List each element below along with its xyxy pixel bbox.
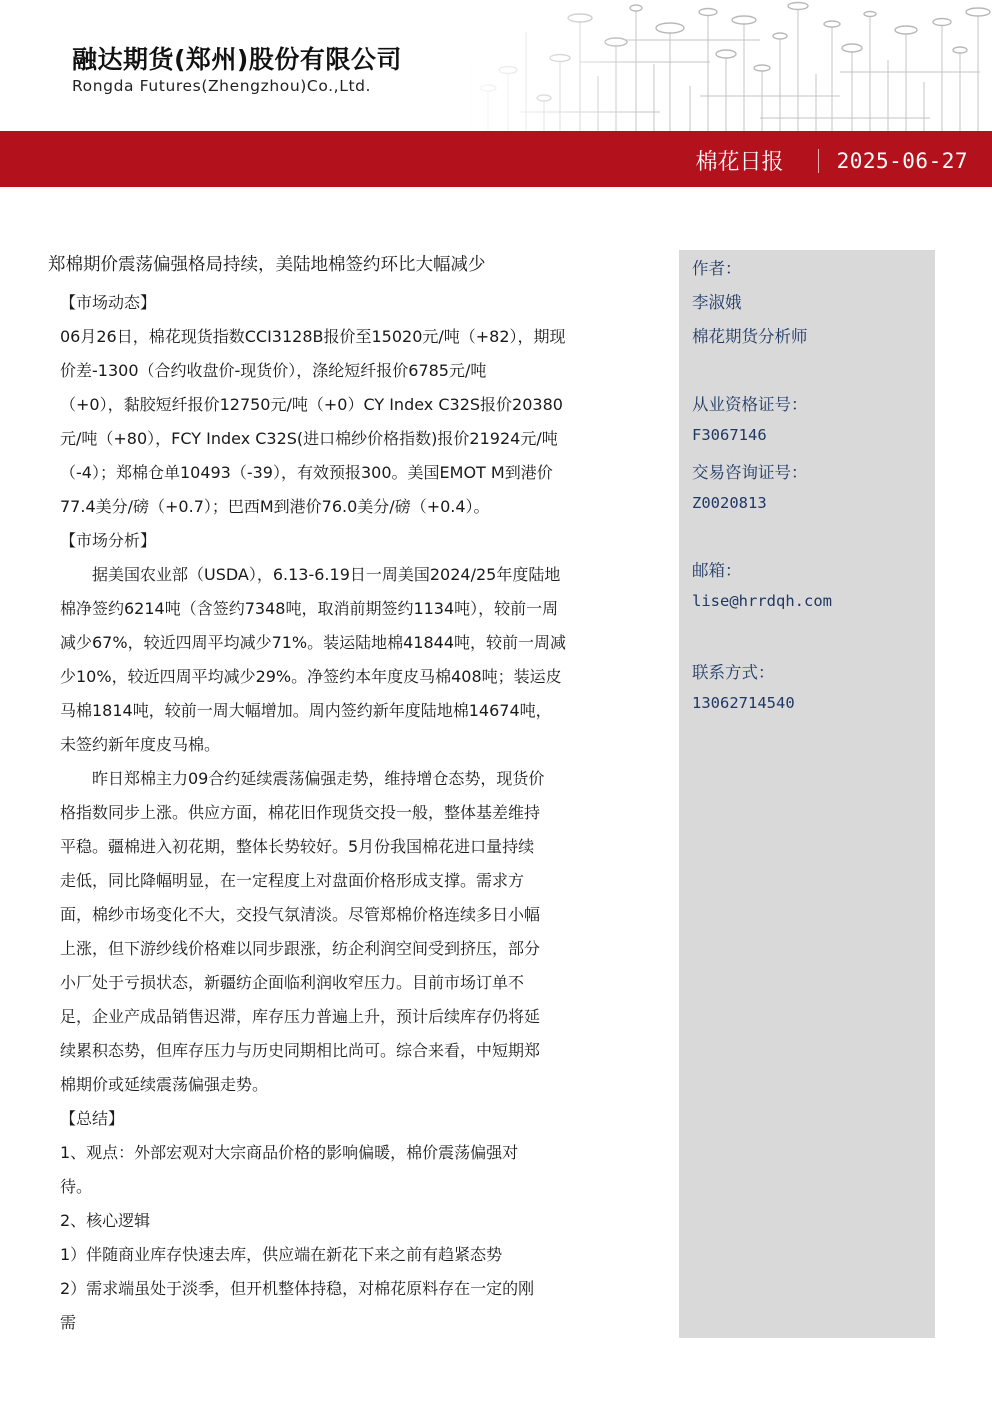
text-line: 2）需求端虽处于淡季，但开机整体持稳，对棉花原料存在一定的刚: [60, 1279, 535, 1298]
qualification-label: 从业资格证号：: [692, 395, 808, 414]
text-line: 需: [60, 1313, 77, 1332]
report-headline: 郑棉期价震荡偏强格局持续，美陆地棉签约环比大幅减少: [48, 255, 486, 275]
market-dynamics-paragraph: [48, 320, 633, 524]
text-line: 少10%，较近四周平均减少29%。净签约本年度皮马棉408吨；装运皮: [60, 667, 562, 686]
text-line: 上涨，但下游纱线价格难以同步跟涨，纺企利润空间受到挤压，部分: [60, 939, 541, 958]
summary-paragraph: [48, 1136, 633, 1340]
text-line: 元/吨（+80），FCY Index C32S(进口棉纱价格指数)报价21924元/吨: [60, 429, 558, 448]
text-line: 06月26日，棉花现货指数CCI3128B报价至15020元/吨（+82），期现: [60, 327, 566, 346]
consulting-number: Z0020813: [692, 494, 767, 512]
analysis-paragraph-market: [48, 762, 633, 1102]
contact-phone: 13062714540: [692, 694, 795, 712]
text-line: 2、核心逻辑: [60, 1211, 151, 1230]
company-name-cn: 融达期货(郑州)股份有限公司: [72, 45, 402, 74]
report-date: 2025-06-27: [836, 148, 968, 173]
text-line: 昨日郑棉主力09合约延续震荡偏强走势，维持增仓态势，现货价: [92, 769, 545, 788]
text-line: 据美国农业部（USDA），6.13-6.19日一周美国2024/25年度陆地: [92, 565, 561, 584]
text-line: 价差-1300（合约收盘价-现货价），涤纶短纤报价6785元/吨: [60, 361, 487, 380]
text-line: 棉净签约6214吨（含签约7348吨，取消前期签约1134吨），较前一周: [60, 599, 559, 618]
text-line: 平稳。疆棉进入初花期，整体长势较好。5月份我国棉花进口量持续: [60, 837, 535, 856]
section-heading-analysis: 【市场分析】: [60, 531, 157, 550]
consulting-label: 交易咨询证号：: [692, 463, 808, 482]
section-heading-summary: 【总结】: [60, 1109, 125, 1128]
text-line: 小厂处于亏损状态，新疆纺企面临利润收窄压力。目前市场订单不: [60, 973, 525, 992]
decorative-lines-graphic: [460, 0, 992, 132]
report-title-group: [696, 145, 968, 176]
text-line: 77.4美分/磅（+0.7）；巴西M到港价76.0美分/磅（+0.4）。: [60, 497, 490, 516]
text-line: 面，棉纱市场变化不大，交投气氛清淡。尽管郑棉价格连续多日小幅: [60, 905, 541, 924]
email-address[interactable]: lise@hrrdqh.com: [692, 592, 832, 610]
author-title: 棉花期货分析师: [692, 327, 808, 346]
text-line: 减少67%，较近四周平均减少71%。装运陆地棉41844吨，较前一周减: [60, 633, 567, 652]
section-heading-market: 【市场动态】: [60, 293, 157, 312]
text-line: （-4）；郑棉仓单10493（-39），有效预报300。美国EMOT M到港价: [60, 463, 553, 482]
contact-label: 联系方式：: [692, 663, 775, 682]
text-line: 1）伴随商业库存快速去库，供应端在新花下来之前有趋紧态势: [60, 1245, 503, 1264]
text-line: 待。: [60, 1177, 93, 1196]
title-separator: [818, 149, 819, 173]
text-line: 足，企业产成品销售迟滞，库存压力普遍上升，预计后续库存仍将延: [60, 1007, 541, 1026]
report-type: 棉花日报: [695, 150, 784, 175]
text-line: 格指数同步上涨。供应方面，棉花旧作现货交投一般，整体基差维持: [60, 803, 541, 822]
qualification-number: F3067146: [692, 426, 767, 444]
text-line: 棉期价或延续震荡偏强走势。: [60, 1075, 269, 1094]
email-label: 邮箱：: [692, 561, 742, 580]
author-name: 李淑娥: [692, 293, 742, 312]
analysis-paragraph-usda: [48, 558, 633, 762]
text-line: 未签约新年度皮马棉。: [60, 735, 221, 754]
text-line: 1、观点：外部宏观对大宗商品价格的影响偏暖，棉价震荡偏强对: [60, 1143, 519, 1162]
company-name-en: Rongda Futures(Zhengzhou)Co.,Ltd.: [72, 77, 372, 95]
report-header: [0, 0, 992, 132]
text-line: 续累积态势，但库存压力与历史同期相比尚可。综合来看，中短期郑: [60, 1041, 541, 1060]
text-line: 走低，同比降幅明显，在一定程度上对盘面价格形成支撑。需求方: [60, 871, 525, 890]
text-line: 马棉1814吨，较前一周大幅增加。周内签约新年度陆地棉14674吨，: [60, 701, 552, 720]
author-sidebar: [679, 250, 935, 1338]
report-title-bar: [0, 131, 992, 187]
author-label: 作者：: [692, 259, 742, 278]
report-body: [48, 252, 633, 1340]
text-line: （+0），黏胶短纤报价12750元/吨（+0）CY Index C32S报价20380: [60, 395, 563, 414]
